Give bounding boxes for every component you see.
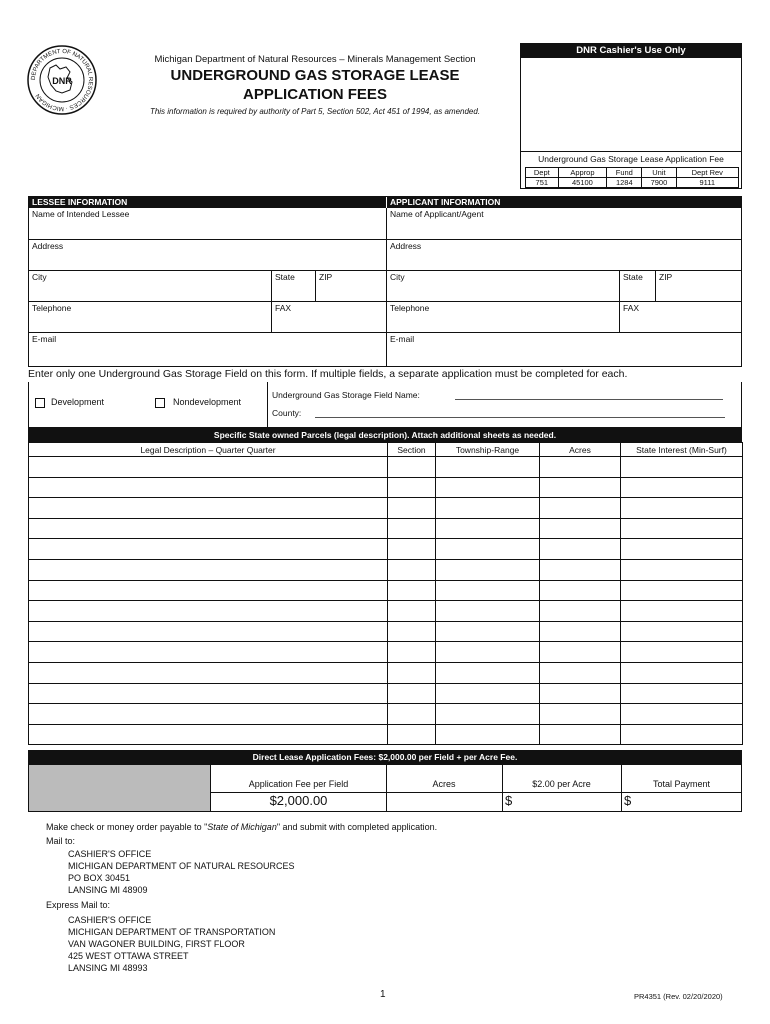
parcel-cell[interactable] [436, 662, 540, 683]
parcel-cell[interactable] [29, 498, 388, 519]
code-value: 7900 [642, 178, 676, 188]
single-field-instruction: Enter only one Underground Gas Storage Field on this form. If multiple fields, a separate application must be completed for each. [28, 368, 628, 380]
parcel-cell[interactable] [436, 457, 540, 478]
parcel-cell[interactable] [29, 518, 388, 539]
code-value: 9111 [676, 178, 738, 188]
parcel-cell[interactable] [621, 683, 743, 704]
cashier-fee-label: Underground Gas Storage Lease Application Fee [521, 151, 741, 164]
nondevelopment-checkbox[interactable] [155, 398, 165, 408]
parcel-cell[interactable] [388, 601, 436, 622]
parcel-row [29, 642, 743, 663]
col-acres: Acres [540, 443, 621, 457]
lessee-heading: LESSEE INFORMATION [29, 197, 386, 208]
parcels-heading: Specific State owned Parcels (legal description). Attach additional sheets as needed. [28, 428, 742, 442]
acres-value-field[interactable] [387, 793, 501, 810]
parcel-row [29, 498, 743, 519]
parcel-row [29, 724, 743, 745]
parcel-cell[interactable] [388, 642, 436, 663]
field-name-input[interactable] [455, 399, 723, 400]
nondevelopment-label: Nondevelopment [173, 397, 242, 407]
parcel-cell[interactable] [540, 580, 621, 601]
parcel-row [29, 477, 743, 498]
code-header: Dept Rev [676, 168, 738, 178]
development-label: Development [51, 397, 105, 407]
department-name: Michigan Department of Natural Resources – Minerals Management Section [154, 54, 476, 65]
parcel-cell[interactable] [621, 477, 743, 498]
code-header: Approp [558, 168, 607, 178]
code-header: Fund [607, 168, 642, 178]
parcel-cell[interactable] [436, 518, 540, 539]
parcel-cell[interactable] [540, 724, 621, 745]
fee-total-label: Total Payment [652, 779, 711, 789]
parcel-cell[interactable] [388, 518, 436, 539]
parcel-cell[interactable] [621, 539, 743, 560]
applicant-email-field[interactable]: E-mail [387, 332, 742, 366]
parcel-row [29, 704, 743, 725]
col-township-range: Township-Range [436, 443, 540, 457]
fees-grey-block [29, 765, 211, 811]
parcel-cell[interactable] [540, 704, 621, 725]
parcel-row [29, 683, 743, 704]
col-state-interest: State Interest (Min-Surf) [621, 443, 743, 457]
parcel-cell[interactable] [540, 621, 621, 642]
parcel-row [29, 601, 743, 622]
parcel-cell[interactable] [29, 704, 388, 725]
parcel-cell[interactable] [540, 642, 621, 663]
cashier-box-title: DNR Cashier's Use Only [521, 44, 741, 58]
parcel-cell[interactable] [388, 580, 436, 601]
express-mail-label: Express Mail to: [46, 900, 111, 910]
parcel-cell[interactable] [436, 559, 540, 580]
parcel-cell[interactable] [436, 724, 540, 745]
parcel-cell[interactable] [540, 601, 621, 622]
fees-box [28, 764, 742, 812]
parcels-table [28, 442, 743, 745]
applicant-heading: APPLICANT INFORMATION [386, 197, 742, 208]
lessee-city-field[interactable]: City [29, 270, 271, 301]
parcel-cell[interactable] [29, 580, 388, 601]
dnr-seal-logo [26, 44, 98, 116]
parcel-cell[interactable] [621, 724, 743, 745]
parcel-cell[interactable] [388, 498, 436, 519]
parcel-cell[interactable] [540, 477, 621, 498]
parcel-cell[interactable] [436, 621, 540, 642]
lessee-fax-field[interactable]: FAX [271, 301, 386, 332]
parcel-cell[interactable] [621, 662, 743, 683]
applicant-fax-field[interactable]: FAX [619, 301, 742, 332]
payee-name: State of Michigan [207, 822, 277, 832]
parcel-cell[interactable] [540, 457, 621, 478]
authority-note: This information is required by authority of Part 5, Section 502, Act 451 of 1994, as amended. [149, 107, 481, 116]
parcel-row [29, 621, 743, 642]
code-value: 45100 [558, 178, 607, 188]
parcel-cell[interactable] [436, 539, 540, 560]
county-label: County: [272, 408, 302, 418]
parcel-cell[interactable] [388, 662, 436, 683]
parcels-section [28, 428, 742, 745]
parcel-cell[interactable] [436, 601, 540, 622]
parcel-cell[interactable] [29, 683, 388, 704]
parcel-cell[interactable] [29, 601, 388, 622]
fee-acres-label: Acres [432, 779, 456, 789]
parcel-cell[interactable] [540, 559, 621, 580]
parcel-row [29, 457, 743, 478]
applicant-name-field[interactable]: Name of Applicant/Agent [390, 209, 484, 219]
parcel-cell[interactable] [436, 580, 540, 601]
parcel-cell[interactable] [436, 704, 540, 725]
mail-address: CASHIER'S OFFICE MICHIGAN DEPARTMENT OF NATURAL RESOURCES PO BOX 30451 LANSING MI 48909 [68, 849, 295, 895]
parcel-cell[interactable] [388, 539, 436, 560]
parcel-row [29, 580, 743, 601]
code-value: 1284 [607, 178, 642, 188]
parcel-cell[interactable] [436, 498, 540, 519]
lessee-address-field[interactable]: Address [29, 239, 386, 270]
per-acre-value-field[interactable]: $ [505, 793, 513, 808]
express-mail-address: CASHIER'S OFFICE MICHIGAN DEPARTMENT OF TRANSPORTATION VAN WAGONER BUILDING, FIRST FLOOR 425 WEST OTTAWA STREET LANSING MI 48993 [68, 915, 276, 973]
parcel-cell[interactable] [436, 477, 540, 498]
parcel-cell[interactable] [540, 539, 621, 560]
code-value: 751 [526, 178, 559, 188]
applicant-address-field[interactable]: Address [387, 239, 742, 270]
parcel-cell[interactable] [540, 683, 621, 704]
parcel-cell[interactable] [29, 662, 388, 683]
payment-instruction: Make check or money order payable to "State of Michigan" and submit with completed application. [46, 822, 438, 832]
parcel-cell[interactable] [540, 518, 621, 539]
development-checkbox[interactable] [35, 398, 45, 408]
parcel-cell[interactable] [621, 518, 743, 539]
fee-per-field-label: Application Fee per Field [248, 779, 349, 789]
parcel-cell[interactable] [621, 642, 743, 663]
svg-text:DNR: DNR [52, 76, 72, 86]
parcel-cell[interactable] [29, 539, 388, 560]
lessee-applicant-grid [28, 196, 742, 367]
lessee-zip-field[interactable]: ZIP [315, 270, 386, 301]
cashier-use-box [520, 43, 742, 189]
applicant-state-field[interactable]: State [619, 270, 655, 301]
parcel-cell[interactable] [29, 621, 388, 642]
lessee-name-field[interactable]: Name of Intended Lessee [32, 209, 130, 219]
form-number: PR4351 (Rev. 02/20/2020) [634, 992, 723, 1001]
applicant-zip-field[interactable]: ZIP [655, 270, 742, 301]
parcel-cell[interactable] [29, 642, 388, 663]
parcel-cell[interactable] [29, 477, 388, 498]
parcel-cell[interactable] [436, 642, 540, 663]
parcel-cell[interactable] [29, 724, 388, 745]
parcel-cell[interactable] [621, 601, 743, 622]
parcel-cell[interactable] [388, 457, 436, 478]
parcel-cell[interactable] [388, 477, 436, 498]
parcel-cell[interactable] [540, 498, 621, 519]
parcel-cell[interactable] [29, 559, 388, 580]
cashier-codes-table [525, 167, 739, 188]
applicant-city-field[interactable]: City [387, 270, 619, 301]
county-input[interactable] [315, 417, 725, 418]
parcel-cell[interactable] [540, 662, 621, 683]
parcel-cell[interactable] [388, 559, 436, 580]
parcel-row [29, 539, 743, 560]
parcel-cell[interactable] [621, 621, 743, 642]
parcel-cell[interactable] [621, 704, 743, 725]
parcel-cell[interactable] [621, 580, 743, 601]
lessee-telephone-field[interactable]: Telephone [29, 301, 271, 332]
lessee-state-field[interactable]: State [271, 270, 315, 301]
mail-to-label: Mail to: [46, 836, 76, 846]
field-name-label: Underground Gas Storage Field Name: [272, 390, 420, 400]
parcel-cell[interactable] [388, 621, 436, 642]
parcel-cell[interactable] [621, 559, 743, 580]
fees-heading: Direct Lease Application Fees: $2,000.00 per Field + per Acre Fee. [28, 750, 742, 764]
parcel-cell[interactable] [388, 704, 436, 725]
col-legal-description: Legal Description – Quarter Quarter [29, 443, 388, 457]
parcel-cell[interactable] [436, 683, 540, 704]
code-header: Unit [642, 168, 676, 178]
applicant-telephone-field[interactable]: Telephone [387, 301, 619, 332]
lessee-email-field[interactable]: E-mail [29, 332, 386, 366]
title-line-1: UNDERGROUND GAS STORAGE LEASE [170, 67, 460, 84]
parcel-cell[interactable] [388, 724, 436, 745]
parcel-cell[interactable] [388, 683, 436, 704]
col-section: Section [388, 443, 436, 457]
parcel-row [29, 559, 743, 580]
parcel-cell[interactable] [29, 457, 388, 478]
total-payment-field[interactable]: $ [624, 793, 632, 808]
form-title [120, 66, 510, 104]
storage-field-section [28, 382, 742, 428]
parcel-cell[interactable] [621, 457, 743, 478]
fee-per-acre-label: $2.00 per Acre [532, 779, 591, 789]
parcel-row [29, 662, 743, 683]
code-header: Dept [526, 168, 559, 178]
fee-per-field-value: $2,000.00 [269, 793, 328, 808]
parcel-row [29, 518, 743, 539]
page-number: 1 [380, 989, 386, 1000]
title-line-2: APPLICATION FEES [243, 86, 387, 103]
svg-text:DEPARTMENT OF NATURAL RESOURCE: DEPARTMENT OF NATURAL RESOURCES · MICHIGAN [30, 48, 94, 112]
parcel-cell[interactable] [621, 498, 743, 519]
